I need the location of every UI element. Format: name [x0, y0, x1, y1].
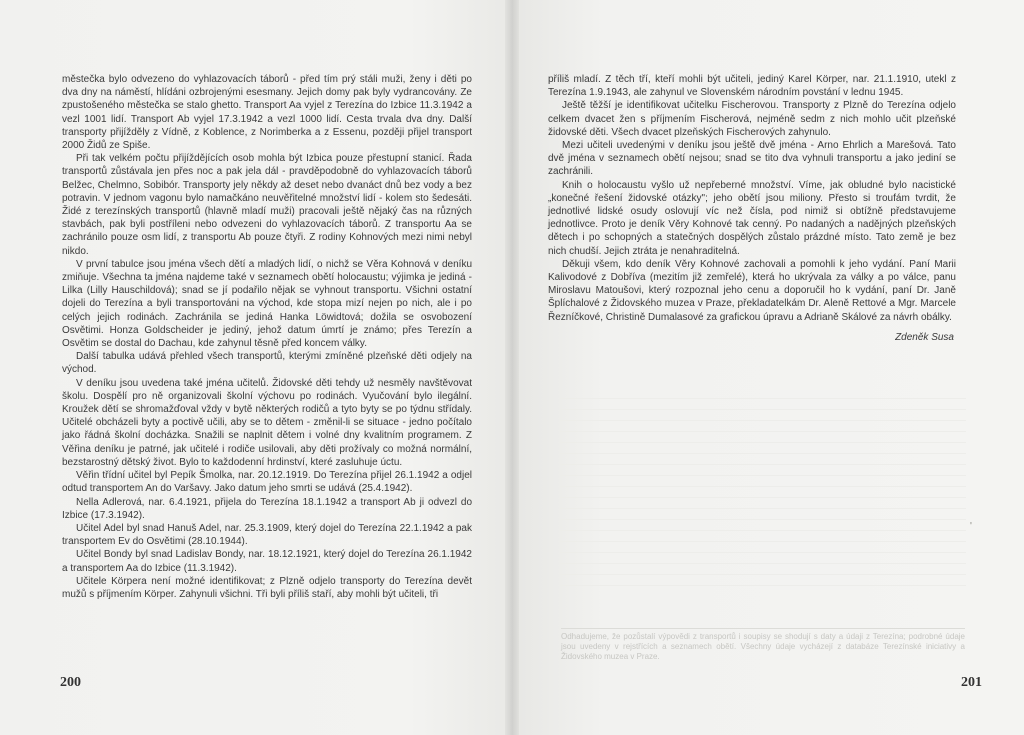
- faint-line: [560, 508, 966, 509]
- paragraph: Ještě těžší je identifikovat učitelku Fischerovou. Transporty z Plzně do Terezína odjelo celkem dvacet žen s příjmením Fischerová, nejméně sedm z nich mohlo učit plzeňské židovské děti. Všech dvacet plzeňských Fischerových zahynulo.: [548, 100, 956, 138]
- faint-line: [560, 585, 966, 586]
- left-page-number: 200: [60, 675, 81, 690]
- paragraph: Knih o holocaustu vyšlo už nepřeberné množství. Víme, jak obludné bylo nacistické „konečné řešení židovské otázky"; jeho obětí jsou miliony. Přesto si troufám tvrdit, že jednotlivé lidské osudy oslovují víc než čísla, pod nimiž si obtížně představujeme jednotlivce. Proto je deník Věry Kohnové tak cenný. Po nadaných a nadějných plzeňských dětech i po schopných a statečných dospělých zůstalo prázdné místo. Tato země je bez nich chudší. Jejich ztráta je nenahraditelná.: [548, 179, 956, 257]
- paragraph: Věřin třídní učitel byl Pepík Šmolka, nar. 20.12.1919. Do Terezína přijel 26.1.1942 a odjel odtud transportem An do Varšavy. Jako datum jeho smrti se udává (25.4.1942).: [62, 470, 472, 495]
- faint-line: [560, 486, 966, 487]
- faint-line: [560, 497, 966, 498]
- faint-line: [560, 552, 966, 553]
- faint-line: [560, 574, 966, 575]
- margin-mark: ': [970, 521, 972, 532]
- paragraph: Učitel Adel byl snad Hanuš Adel, nar. 25.3.1909, který dojel do Terezína 22.1.1942 a pak transportem Ev do Osvětimi (28.10.1944).: [62, 522, 472, 548]
- author-signature: Zdeněk Susa: [895, 331, 954, 343]
- paragraph: Děkuji všem, kdo deník Věry Kohnové zachovali a pomohli k jeho vydání. Paní Marii Kalivodové z Dobříva (mezitím již zemřelé), která ho ukrývala za války a po válce, panu Miroslavu Matoušovi, který rozpoznal jeho cenu a doporučil ho k vydání, paní Dr. Janě Šplíchalové z Židovského muzea v Praze, překladatelkám Dr. Aleně Rettové a Mgr. Marcele Řezníčkové, Christině Dumalasové za grafickou úpravu a Adrianě Skálové za návrh obálky.: [548, 258, 956, 323]
- paragraph: městečka bylo odvezeno do vyhlazovacích táborů - před tím prý stáli muži, ženy i děti po dva dny na náměstí, hlídáni ozbrojenými esesmany. Jejich domy pak byly vydrancovány. Ze zpustošeného městečka se stalo ghetto. Transport Aa vyjel z Terezína do Izbice 11.3.1942 a vezl 1001 lidí. Transport Ab vyjel 17.3.1942 a vezl 1000 lidí. Cesta trvala dva dny. Další transporty přijížděly z Vídně, z Koblence, z Norimberka a z Essenu, později přijel transport 2000 Židů ze Spiše.: [62, 74, 472, 152]
- left-page-text: [62, 73, 472, 601]
- faint-line: [560, 475, 966, 476]
- paragraph: Učitel Bondy byl snad Ladislav Bondy, nar. 18.12.1921, který dojel do Terezína 26.1.1942 a transportem Aa do Izbice (11.3.1942).: [62, 549, 472, 574]
- faint-line: [560, 398, 966, 399]
- faint-line: [560, 563, 966, 564]
- paragraph: Při tak velkém počtu přijíždějících osob mohla být Izbica pouze přestupní stanicí. Řada transportů zůstávala jen přes noc a pak jela dál - pravděpodobně do vyhlazovacích táborů Belžec, Chelmno, Sobibór. Transporty jely někdy až deset nebo dvanáct dnů bez vody a bez potravin. V jednom vagonu bylo namačkáno neuvěřitelné množství lidí - kolem sto šedesáti. Židé z terezínských transportů (hlavně mladí muži) pracovali ještě nějaký čas na různých stavbách, pak byli postříleni nebo odvezeni do vyhlazovacích táborů. Z transportu Aa se zachránilo pouze osm lidí, z transportu Ab pouze čtyři. Z rodiny Kohnových mezi nimi nebyl nikdo.: [62, 153, 472, 257]
- faint-line: [560, 431, 966, 432]
- paragraph: Nella Adlerová, nar. 6.4.1921, přijela do Terezína 18.1.1942 a transport Ab ji odvezl do Izbice (17.3.1942).: [62, 496, 472, 521]
- faint-footnote: Odhadujeme, že pozůstalí výpovědi z transportů i soupisy se shodují s daty a údaji z Terezína; podrobné údaje jsou uvedeny v rejstřících a seznamech obětí. Všechny údaje vycházejí z databáze Terezínské iniciativy a Židovského muzea v Praze.: [561, 632, 965, 661]
- paragraph: Mezi učiteli uvedenými v deníku jsou ještě dvě jména - Arno Ehrlich a Marešová. Tato dvě jména v seznamech obětí nejsou; snad se tito dva vyhnuli transportu a jako jediní se zachránili.: [548, 140, 956, 178]
- faint-line: [560, 453, 966, 454]
- book-gutter: [505, 0, 519, 735]
- paragraph: Další tabulka udává přehled všech transportů, kterými zmíněné plzeňské děti odjely na východ.: [62, 351, 472, 376]
- faint-line: [560, 464, 966, 465]
- footnote-divider: [561, 628, 965, 629]
- faint-line: [560, 541, 966, 542]
- faint-line: [560, 519, 966, 520]
- paragraph: V deníku jsou uvedena také jména učitelů. Židovské děti tehdy už nesměly navštěvovat školu. Dospělí pro ně organizovali školní výchovu po rodinách. Vyučování bylo ilegální. Kroužek dětí se shromažďoval vždy v bytě některých rodičů a tyto byty se po týdnu střídaly. Učitelé obcházeli byty a poctivě učili, aby se to dětem - změnil-li se situace - jedno počítalo jako řádná školní docházka. Snažili se naplnit dětem i volné dny kvalitním programem. Z Věřina deníku je patrné, jak učitelé i rodiče usilovali, aby děti prožívaly co možná normální, bezstarostný dětský život. Bylo to každodenní hrdinství, které zasluhuje úctu.: [62, 377, 472, 468]
- faint-line: [560, 409, 966, 410]
- paragraph: Učitele Körpera není možné identifikovat; z Plzně odjelo transporty do Terezína devět mužů s příjmením Körper. Zahynuli všichni. Tři byli příliš staří, aby mohli být učiteli, tři: [62, 575, 472, 600]
- right-page-text: [548, 73, 956, 344]
- faint-line: [560, 442, 966, 443]
- faint-show-through-lines: [560, 398, 966, 596]
- paragraph: V první tabulce jsou jména všech dětí a mladých lidí, o nichž se Věra Kohnová v deníku zmiňuje. Všechna ta jména najdeme také v seznamech obětí holocaustu; výjimka je jediná - Lilka (Lilly Hauschildová); snad se jí podařilo nějak se vyhnout transportu. Všichni ostatní dojeli do Terezína a byli transportováni na východ, kde stopa mizí nejen po nich, ale i po celých jejich rodinách. Zachránila se jediná Hanka Löwidtová; dožila se osvobození Osvětimi. Honza Goldscheider je jediný, jehož datum úmrtí je známo; přes Terezín a Osvětim se dostal do Dachau, kde zahynul těsně před koncem války.: [62, 258, 472, 350]
- paragraph: příliš mladí. Z těch tří, kteří mohli být učiteli, jediný Karel Körper, nar. 21.1.1910, utekl z Terezína 1.9.1943, ale zahynul ve Slovenském národním povstání v lednu 1945.: [548, 74, 956, 99]
- faint-line: [560, 420, 966, 421]
- faint-line: [560, 530, 966, 531]
- right-page-number: 201: [961, 675, 982, 690]
